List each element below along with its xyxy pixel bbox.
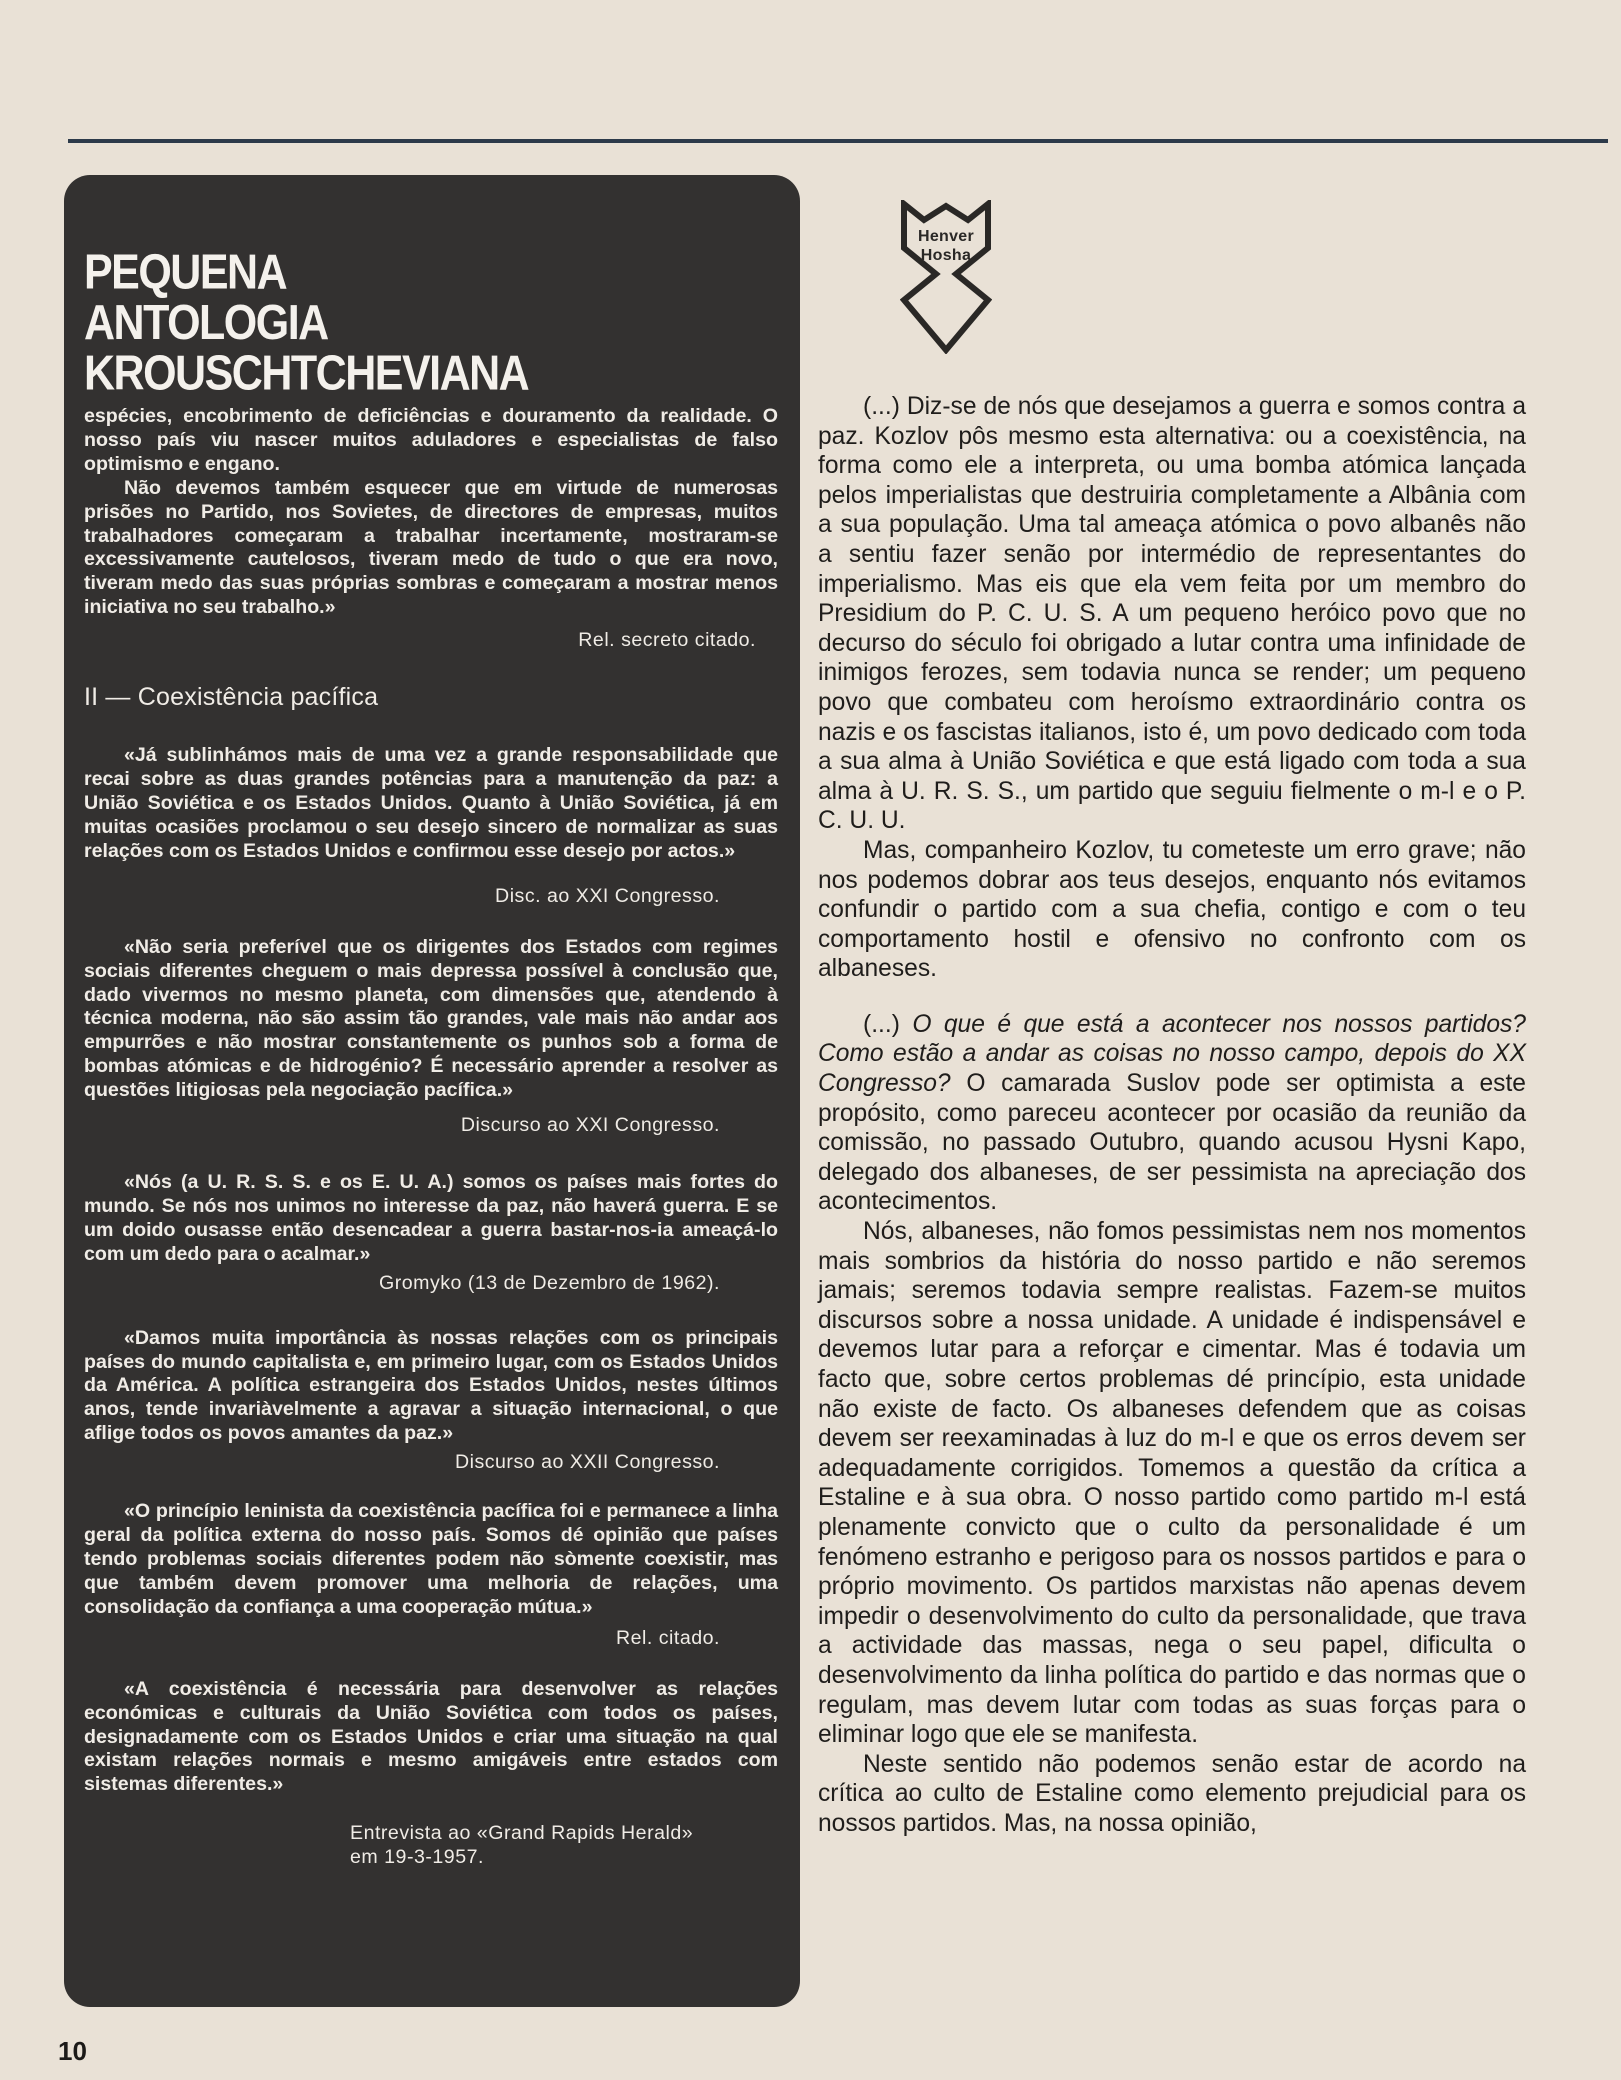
quote-text: «Já sublinhámos mais de uma vez a grande responsabilidade que recai sobre as duas grandes potências para a manutenção da paz: a União Soviética e os Estados Unidos. Quanto à União Soviética, já em muitas ocasiões proclamou o seu desejo sincero de normalizar as suas relações com os Estados Unidos e confirmou esse desejo por actos.»	[84, 744, 778, 862]
box-title-line: ANTOLOGIA	[84, 295, 328, 351]
article-paragraph: Neste sentido não podemos senão estar de acordo na crítica ao culto de Estaline como elemento prejudicial para os nossos partidos. Mas, na nossa opinião,	[818, 1750, 1526, 1837]
quote-source: Rel. citado.	[615, 1626, 720, 1649]
quote-source: Discurso ao XXII Congresso.	[454, 1451, 720, 1474]
article-paragraph: Nós, albaneses, não fomos pessimistas nem nos momentos mais sombrios da história do nosso partido e não seremos jamais; seremos todavia sempre realistas. Fazem-se muitos discursos sobre a nossa unidade. A unidade é indispensável e devemos lutar para a reforçar e cimentar. Mas é todavia um facto que, sobre certos problemas dé princípio, esta unidade não existe de facto. Os albaneses defendem que as coisas devem ser reexaminadas à luz do m-l e que os erros devem ser adequadamente corrigidos. Tomemos a questão da crítica a Estaline e à sua obra. O nosso partido como partido m-l está plenamente convicto que o culto da personalidade é um fenómeno estranho e perigoso para os nossos partidos e para o próprio movimento. Os partidos marxistas não apenas devem impedir o desenvolvimento do culto da personalidade, que trava a actividade das massas, nega o seu papel, dificulta o desenvolvimento da linha política do partido e das normas que o regulam, mas devem lutar com todas as suas forças para o eliminar logo que ele se manifesta.	[818, 1218, 1526, 1749]
box-paragraph: espécies, encobrimento de deficiências e douramento da realidade. O nosso país viu nascer muitos aduladores e especialistas de falso optimismo e engano.	[84, 405, 778, 475]
box-paragraph: Não devemos também esquecer que em virtude de numerosas prisões no Partido, nos Sovietes, de directores de empresas, muitos trabalhadores começaram a trabalhar incertamente, mostraram-se excessivamente cautelosos, tiveram medo de tudo o que era novo, tiveram medo das suas próprias sombras e começaram a mostrar menos iniciativa no seu trabalho.»	[84, 476, 778, 619]
logo-text	[908, 227, 984, 265]
quote-text: «A coexistência é necessária para desenvolver as relações económicas e culturais da União Soviética com todos os países, designadamente com os Estados Unidos e criar uma situação na qual existam relações normais e mesmo amigáveis entre estados com sistemas diferentes.»	[84, 1677, 778, 1796]
page-number: 10	[58, 2036, 87, 2066]
box-title-line: KROUSCHTCHEVIANA	[84, 345, 529, 402]
quote-source: Gromyko (13 de Dezembro de 1962).	[378, 1271, 720, 1294]
box-title	[84, 244, 778, 402]
section-heading: II — Coexistência pacífica	[84, 683, 379, 712]
paragraph-rest: O camarada Suslov pode ser optimista a este propósito, como pareceu acontecer por ocasião da reunião da comissão, no passado Outubro, quando acusou Hysni Kapo, delegado dos albaneses, de ser pessimista na apreciação dos acontecimentos.	[818, 1070, 1526, 1216]
quote-source-line: Entrevista ao «Grand Rapids Herald»	[350, 1822, 694, 1845]
quote-text: «Nós (a U. R. S. S. e os E. U. A.) somos os países mais fortes do mundo. Se nós nos unimos no interesse da paz, não haverá guerra. E se um doido ousasse então desencadear a guerra bastar-nos-ia ameaçá-lo com um dedo para o acalmar.»	[84, 1171, 778, 1265]
box-title-line: PEQUENA	[84, 244, 287, 300]
article-paragraph: (...) Diz-se de nós que desejamos a guerra e somos contra a paz. Kozlov pôs mesmo esta alternativa: ou a coexistência, na forma como ele a interpreta, ou uma bomba atómica lançada pelos imperialistas que destruiria completamente a Albânia com a sua população. Uma tal ameaça atómica o povo albanês não a sentiu fazer senão por intermédio de representantes do imperialismo. Mas eis que ela vem feita por um membro do Presidium do P. C. U. S. A um pequeno heróico povo que no decurso do século foi obrigado a lutar contra uma infinidade de inimigos ferozes, sem todavia nunca se render; um pequeno povo que combateu com heroísmo extraordinário contra os nazis e os fascistas italianos, isto é, um povo dedicado com toda a sua alma à União Soviética e que está ligado com toda a sua alma à U. R. S. S., um partido que seguiu fielmente o m-l e o P. C. U. U.	[818, 393, 1526, 835]
article-body	[818, 392, 1526, 1839]
quote-source: Discurso ao XXI Congresso.	[460, 1114, 720, 1137]
quote-source: Disc. ao XXI Congresso.	[495, 884, 720, 907]
quote-text: «Não seria preferível que os dirigentes dos Estados com regimes sociais diferentes cheguem o mais depressa possível à conclusão que, dado vivermos no mesmo planeta, com dimensões que, atendendo à técnica moderna, não são assim tão grandes, vale mais não andar aos empurrões e não mostrar constantemente os punhos sob a forma de bombas atómicas e de hidrogénio? É necessário aprender a resolver as questões litigiosas pela negociação pacífica.»	[84, 935, 778, 1102]
logo-line: Hosha	[920, 247, 972, 264]
quote-text: «Damos muita importância às nossas relações com os principais países do mundo capitalista e, em primeiro lugar, com os Estados Unidos da América. A política estrangeira dos Estados Unidos, nestes últimos anos, tende invariàvelmente a agravar a situação internacional, o que aflige todos os povos amantes da paz.»	[84, 1326, 778, 1445]
article-paragraph: Mas, companheiro Kozlov, tu cometeste um erro grave; não nos podemos dobrar aos teus desejos, enquanto nós evitamos confundir o partido com a sua chefia, contigo e com o teu comportamento hostil e ofensivo no confronto com os albaneses.	[818, 836, 1526, 983]
article-paragraph	[818, 1010, 1526, 1217]
quote-text: «O princípio leninista da coexistência pacífica foi e permanece a linha geral da política externa do nosso país. Somos dé opinião que países tendo problemas sociais diferentes podem não sòmente coexistir, mas que também devem promover uma melhoria de relações, uma consolidação da confiança a uma cooperação mútua.»	[84, 1500, 778, 1618]
quote-source-line: em 19-3-1957.	[350, 1846, 484, 1869]
italic-question: O que é que está a acontecer nos nossos partidos? Como estão a andar as coisas no nosso campo, depois do XX Congresso?	[818, 1010, 1526, 1098]
chevron-logo-icon	[900, 200, 992, 354]
anthology-box	[64, 175, 800, 2007]
paragraph-lead: (...)	[863, 1010, 913, 1038]
quote-source	[350, 1821, 778, 1869]
top-rule	[68, 139, 1608, 143]
quote-source: Rel. secreto citado.	[578, 629, 756, 652]
logo-line: Henver	[917, 228, 975, 245]
